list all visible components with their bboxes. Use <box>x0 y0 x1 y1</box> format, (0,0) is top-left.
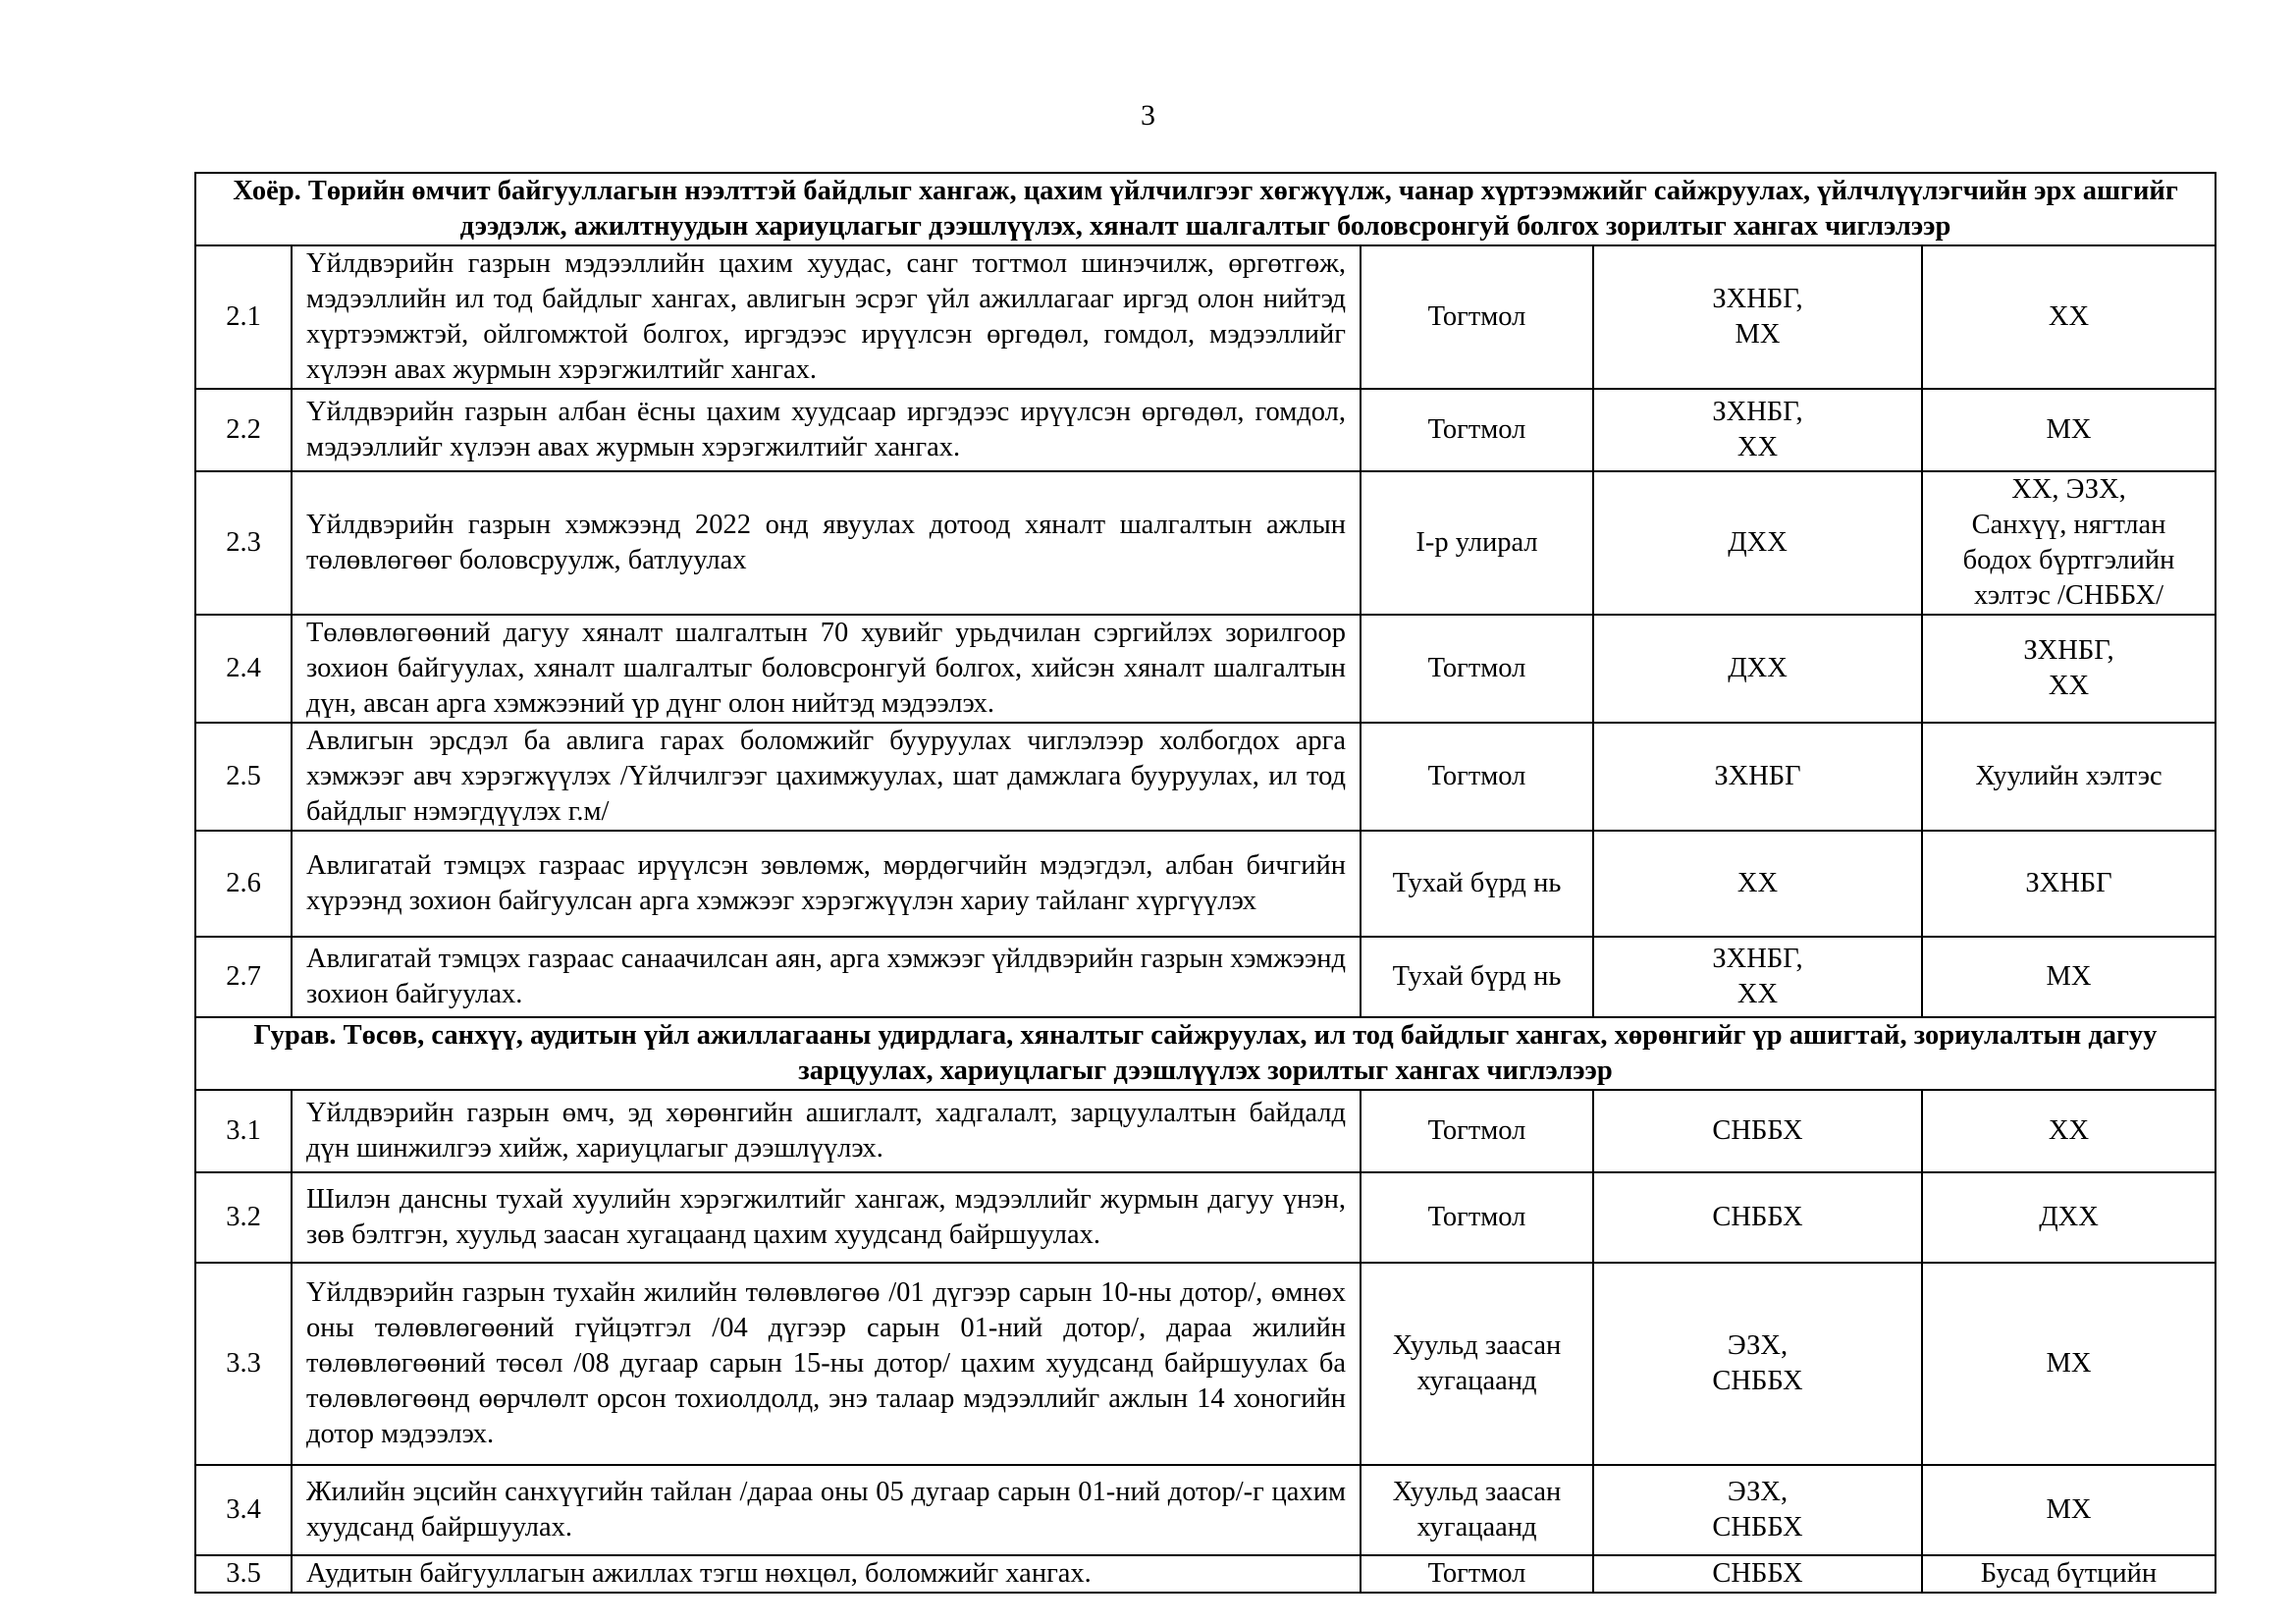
participants-cell <box>1922 1172 2216 1263</box>
deadline-line: хугацаанд <box>1416 1512 1537 1543</box>
responsible-line: СНББХ <box>1712 1366 1803 1396</box>
deadline-cell: Тогтмол <box>1361 1090 1593 1172</box>
table-row <box>195 245 2216 389</box>
deadline-cell: Тогтмол <box>1361 389 1593 471</box>
responsible-line: ЭЗХ, <box>1727 1477 1789 1507</box>
participants-cell <box>1922 471 2216 615</box>
participant-line: ХХ <box>2048 1115 2090 1146</box>
table-row <box>195 1172 2216 1263</box>
responsible-line: СНББХ <box>1712 1202 1803 1232</box>
page-number: 3 <box>1141 99 1155 132</box>
participant-line: Санхүү, нягтлан <box>1971 510 2166 540</box>
participants-cell <box>1922 1555 2216 1593</box>
participants-cell <box>1922 1263 2216 1465</box>
deadline-cell: Тогтмол <box>1361 615 1593 723</box>
responsible-line: ХХ <box>1736 432 1779 462</box>
deadline-line: Хуульд заасан <box>1392 1330 1562 1361</box>
row-number: 2.1 <box>195 245 292 389</box>
participants-cell <box>1922 937 2216 1017</box>
deadline-cell: Тогтмол <box>1361 1555 1593 1593</box>
activity-cell: Авлигатай тэмцэх газраас ирүүлсэн зөвлөмж, мөрдөгчийн мэдэгдэл, албан бичгийн хүрээнд зохион байгуулсан арга хэмжээг хэрэгжүүлэн хариу тайланг хүргүүлэх <box>292 831 1361 937</box>
deadline-cell: Тогтмол <box>1361 245 1593 389</box>
responsible-cell <box>1593 1090 1922 1172</box>
participant-line: ХХ <box>2048 301 2090 332</box>
deadline-cell: Тухай бүрд нь <box>1361 831 1593 937</box>
activity-cell: Жилийн эцсийн санхүүгийн тайлан /дараа оны 05 дугаар сарын 01-ний дотор/-г цахим хуудсанд байршуулах. <box>292 1465 1361 1555</box>
row-number: 3.5 <box>195 1555 292 1593</box>
responsible-cell <box>1593 471 1922 615</box>
responsible-line: ЗХНБГ, <box>1712 944 1803 974</box>
row-number: 3.3 <box>195 1263 292 1465</box>
responsible-cell <box>1593 723 1922 831</box>
participants-cell <box>1922 723 2216 831</box>
responsible-line: ХХ <box>1736 868 1779 898</box>
row-number: 3.1 <box>195 1090 292 1172</box>
table-row <box>195 937 2216 1017</box>
table-row <box>195 1090 2216 1172</box>
activity-cell: Үйлдвэрийн газрын хэмжээнд 2022 онд явуулах дотоод хяналт шалгалтын ажлын төлөвлөгөөг боловсруулж, батлуулах <box>292 471 1361 615</box>
participants-cell <box>1922 245 2216 389</box>
section-title: Гурав. Төсөв, санхүү, аудитын үйл ажиллагааны удирдлага, хяналтыг сайжруулах, ил тод байдлыг хангах, хөрөнгийг үр ашигтай, зориулалтын дагуу зарцуулах, хариуцлагыг дээшлүүлэх зорилтыг хангах чиглэлээр <box>195 1017 2216 1090</box>
responsible-line: ЭЗХ, <box>1727 1330 1789 1361</box>
participant-line: МХ <box>2046 1348 2092 1379</box>
responsible-cell <box>1593 1555 1922 1593</box>
activity-cell: Авлигын эрсдэл ба авлига гарах боломжийг бууруулах чиглэлээр холбогдох арга хэмжээг авч хэрэгжүүлэх /Үйлчилгээг цахимжуулах, шат дамжлага бууруулах, ил тод байдлыг нэмэгдүүлэх г.м/ <box>292 723 1361 831</box>
responsible-line: ЗХНБГ <box>1714 761 1801 791</box>
table-row <box>195 389 2216 471</box>
participant-line: МХ <box>2046 414 2092 445</box>
participant-line: Хуулийн хэлтэс <box>1975 761 2163 791</box>
responsible-line: СНББХ <box>1712 1512 1803 1543</box>
participant-line: МХ <box>2046 961 2092 992</box>
section-header-row <box>195 1017 2216 1090</box>
row-number: 2.3 <box>195 471 292 615</box>
section-header-row <box>195 173 2216 245</box>
table-row <box>195 1263 2216 1465</box>
responsible-cell <box>1593 831 1922 937</box>
responsible-cell <box>1593 615 1922 723</box>
participant-line: ХХ <box>2048 671 2090 701</box>
table-row <box>195 1465 2216 1555</box>
activity-cell: Аудитын байгууллагын ажиллах тэгш нөхцөл, боломжийг хангах. <box>292 1555 1361 1593</box>
participants-cell <box>1922 615 2216 723</box>
table-row <box>195 723 2216 831</box>
row-number: 2.2 <box>195 389 292 471</box>
row-number: 3.4 <box>195 1465 292 1555</box>
participant-line: хэлтэс /СНББХ/ <box>1973 580 2163 611</box>
row-number: 3.2 <box>195 1172 292 1263</box>
row-number: 2.7 <box>195 937 292 1017</box>
row-number: 2.4 <box>195 615 292 723</box>
activity-cell: Үйлдвэрийн газрын өмч, эд хөрөнгийн ашиглалт, хадгалалт, зарцуулалтын байдалд дүн шинжилгээ хийж, хариуцлагыг дээшлүүлэх. <box>292 1090 1361 1172</box>
participant-line: ЗХНБГ, <box>2023 635 2114 666</box>
deadline-cell: I-р улирал <box>1361 471 1593 615</box>
deadline-cell <box>1361 1263 1593 1465</box>
row-number: 2.6 <box>195 831 292 937</box>
responsible-cell <box>1593 937 1922 1017</box>
activity-cell: Үйлдвэрийн газрын мэдээллийн цахим хуудас, санг тогтмол шинэчилж, өргөтгөж, мэдээллийн ил тод байдлыг хангах, авлигын эсрэг үйл ажиллагааг иргэд олон нийтэд хүртээмжтэй, ойлгомжтой болгох, иргэдээс ирүүлсэн өргөдөл, гомдол, мэдээллийг хүлээн авах журмын хэрэгжилтийг хангах. <box>292 245 1361 389</box>
participant-line: ХХ, ЭЗХ, <box>2011 474 2126 505</box>
activity-cell: Төлөвлөгөөний дагуу хяналт шалгалтын 70 хувийг урьдчилан сэргийлэх зорилгоор зохион байгуулах, хяналт шалгалтыг боловсронгуй болгох, хийсэн хяналт шалгалтын дүн, авсан арга хэмжээний үр дүнг олон нийтэд мэдээлэх. <box>292 615 1361 723</box>
responsible-line: СНББХ <box>1712 1558 1803 1589</box>
section-title: Хоёр. Төрийн өмчит байгууллагын нээлттэй байдлыг хангаж, цахим үйлчилгээг хөгжүүлж, чанар хүртээмжийг сайжруулах, үйлчлүүлэгчийн эрх ашгийг дээдэлж, ажилтнуудын хариуцлагыг дээшлүүлэх, хяналт шалгалтыг боловсронгуй болгох зорилтыг хангах чиглэлээр <box>195 173 2216 245</box>
activity-cell: Шилэн дансны тухай хуулийн хэрэгжилтийг хангаж, мэдээллийг журмын дагуу үнэн, зөв бэлтгэн, хуульд заасан хугацаанд цахим хуудсанд байршуулах. <box>292 1172 1361 1263</box>
table-row <box>195 831 2216 937</box>
deadline-cell <box>1361 1465 1593 1555</box>
deadline-cell: Тухай бүрд нь <box>1361 937 1593 1017</box>
participant-line: МХ <box>2046 1494 2092 1525</box>
participant-line: ЗХНБГ <box>2025 868 2112 898</box>
participant-line: Бусад бүтцийн <box>1980 1558 2158 1589</box>
deadline-line: хугацаанд <box>1416 1366 1537 1396</box>
deadline-cell: Тогтмол <box>1361 1172 1593 1263</box>
responsible-cell <box>1593 1263 1922 1465</box>
participant-line: ДХХ <box>2039 1202 2099 1232</box>
row-number: 2.5 <box>195 723 292 831</box>
table-row <box>195 615 2216 723</box>
activity-cell: Үйлдвэрийн газрын тухайн жилийн төлөвлөгөө /01 дүгээр сарын 10-ны дотор/, өмнөх оны төлөвлөгөөний гүйцэтгэл /04 дүгээр сарын 01-ний дотор/, дараа жилийн төлөвлөгөөний төсөл /08 дугаар сарын 15-ны дотор/ цахим хуудсанд байршуулах ба төлөвлөгөөнд өөрчлөлт орсон тохиолдолд, энэ талаар мэдээллийг ажлын 14 хоногийн дотор мэдээлэх. <box>292 1263 1361 1465</box>
activity-cell: Үйлдвэрийн газрын албан ёсны цахим хуудсаар иргэдээс ирүүлсэн өргөдөл, гомдол, мэдээллийг хүлээн авах журмын хэрэгжилтийг хангах. <box>292 389 1361 471</box>
deadline-cell: Тогтмол <box>1361 723 1593 831</box>
responsible-cell <box>1593 1465 1922 1555</box>
responsible-line: ЗХНБГ, <box>1712 284 1803 314</box>
responsible-cell <box>1593 389 1922 471</box>
participants-cell <box>1922 831 2216 937</box>
responsible-line: ДХХ <box>1728 527 1788 558</box>
participants-cell <box>1922 389 2216 471</box>
table-row <box>195 1555 2216 1593</box>
responsible-line: ХХ <box>1736 979 1779 1009</box>
deadline-line: Хуульд заасан <box>1392 1477 1562 1507</box>
action-plan-table <box>194 172 2216 1594</box>
participants-cell <box>1922 1465 2216 1555</box>
responsible-line: ЗХНБГ, <box>1712 397 1803 427</box>
responsible-cell <box>1593 245 1922 389</box>
responsible-line: СНББХ <box>1712 1115 1803 1146</box>
participant-line: бодох бүртгэлийн <box>1962 545 2175 575</box>
responsible-line: ДХХ <box>1728 653 1788 683</box>
responsible-cell <box>1593 1172 1922 1263</box>
activity-cell: Авлигатай тэмцэх газраас санаачилсан аян, арга хэмжээг үйлдвэрийн газрын хэмжээнд зохион байгуулах. <box>292 937 1361 1017</box>
table-row <box>195 471 2216 615</box>
responsible-line: МХ <box>1735 319 1781 350</box>
participants-cell <box>1922 1090 2216 1172</box>
